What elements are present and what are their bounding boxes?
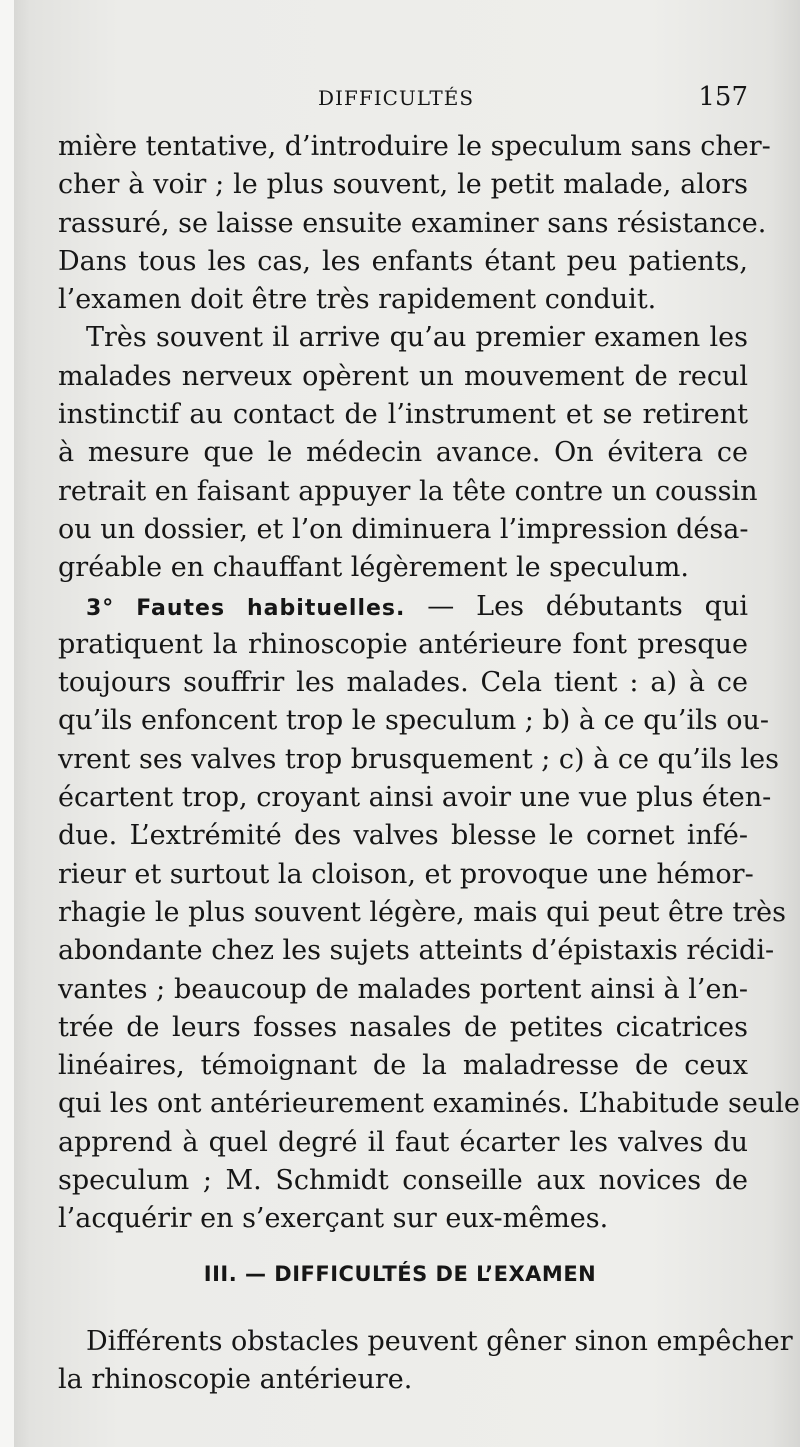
running-title: DIFFICULTÉS	[318, 86, 475, 110]
text-line: linéaires, témoignant de la maladresse de ceux	[58, 1050, 748, 1082]
text-line: rassuré, se laisse ensuite examiner sans résistance.	[58, 207, 767, 239]
text-line: rieur et surtout la cloison, et provoque une hémor-	[58, 858, 754, 890]
text-line: rhagie le plus souvent légère, mais qui peut être très	[58, 896, 786, 928]
text-line: l’acquérir en s’exerçant sur eux-mêmes.	[58, 1203, 609, 1235]
text-line: ou un dossier, et l’on diminuera l’impression désa-	[58, 513, 749, 545]
text-line: qu’ils enfoncent trop le speculum ; b) à ce qu’ils ou-	[58, 705, 769, 737]
text-line: à mesure que le médecin avance. On évitera ce	[58, 437, 748, 469]
text-line: l’examen doit être très rapidement conduit.	[58, 284, 657, 316]
text-line: gréable en chauffant légèrement le speculum.	[58, 552, 689, 584]
paragraph-4	[58, 1323, 793, 1400]
text-line: trée de leurs fosses nasales de petites cicatrices	[58, 1011, 748, 1043]
text-line: pratiquent la rhinoscopie antérieure font presque	[58, 628, 748, 660]
run-in-heading: 3° Fautes habituelles.	[86, 595, 406, 621]
section-heading: III. — DIFFICULTÉS DE L’EXAMEN	[203, 1262, 597, 1286]
main-text	[58, 128, 800, 1239]
paragraph-1	[58, 128, 771, 319]
page-number: 157	[698, 82, 748, 112]
text-line: écartent trop, croyant ainsi avoir une vue plus éten-	[58, 782, 772, 814]
text-line: speculum ; M. Schmidt conseille aux novices de	[58, 1165, 748, 1197]
text-line: mière tentative, d’introduire le speculum sans cher-	[58, 131, 771, 162]
text-line: abondante chez les sujets atteints d’épistaxis récidi-	[58, 935, 775, 967]
text-line: Dans tous les cas, les enfants étant peu patients,	[58, 245, 748, 277]
text-line: vantes ; beaucoup de malades portent ainsi à l’en-	[58, 973, 748, 1005]
text-line: la rhinoscopie antérieure.	[58, 1364, 413, 1396]
text-line: Très souvent il arrive qu’au premier examen les	[86, 322, 748, 354]
text-line	[58, 588, 748, 626]
text-line: toujours souffrir les malades. Cela tient : a) à ce	[58, 667, 748, 699]
page-gutter	[0, 0, 14, 1447]
paragraph-3	[58, 588, 800, 1239]
text-line: instinctif au contact de l’instrument et se retirent	[58, 399, 748, 431]
page-header	[58, 82, 748, 116]
run-in-continuation: — Les débutants qui	[405, 590, 748, 622]
text-line: qui les ont antérieurement examinés. L’habitude seule	[58, 1088, 800, 1120]
text-line: due. L’extrémité des valves blesse le cornet infé-	[58, 820, 748, 852]
text-line: vrent ses valves trop brusquement ; c) à ce qu’ils les	[58, 743, 779, 775]
text-line: apprend à quel degré il faut écarter les valves du	[58, 1126, 748, 1158]
text-line: retrait en faisant appuyer la tête contre un coussin	[58, 475, 758, 507]
text-line: Différents obstacles peuvent gêner sinon empêcher	[86, 1326, 793, 1357]
paragraph-2	[58, 319, 758, 587]
text-line: cher à voir ; le plus souvent, le petit malade, alors	[58, 169, 748, 201]
text-line: malades nerveux opèrent un mouvement de recul	[58, 360, 748, 392]
